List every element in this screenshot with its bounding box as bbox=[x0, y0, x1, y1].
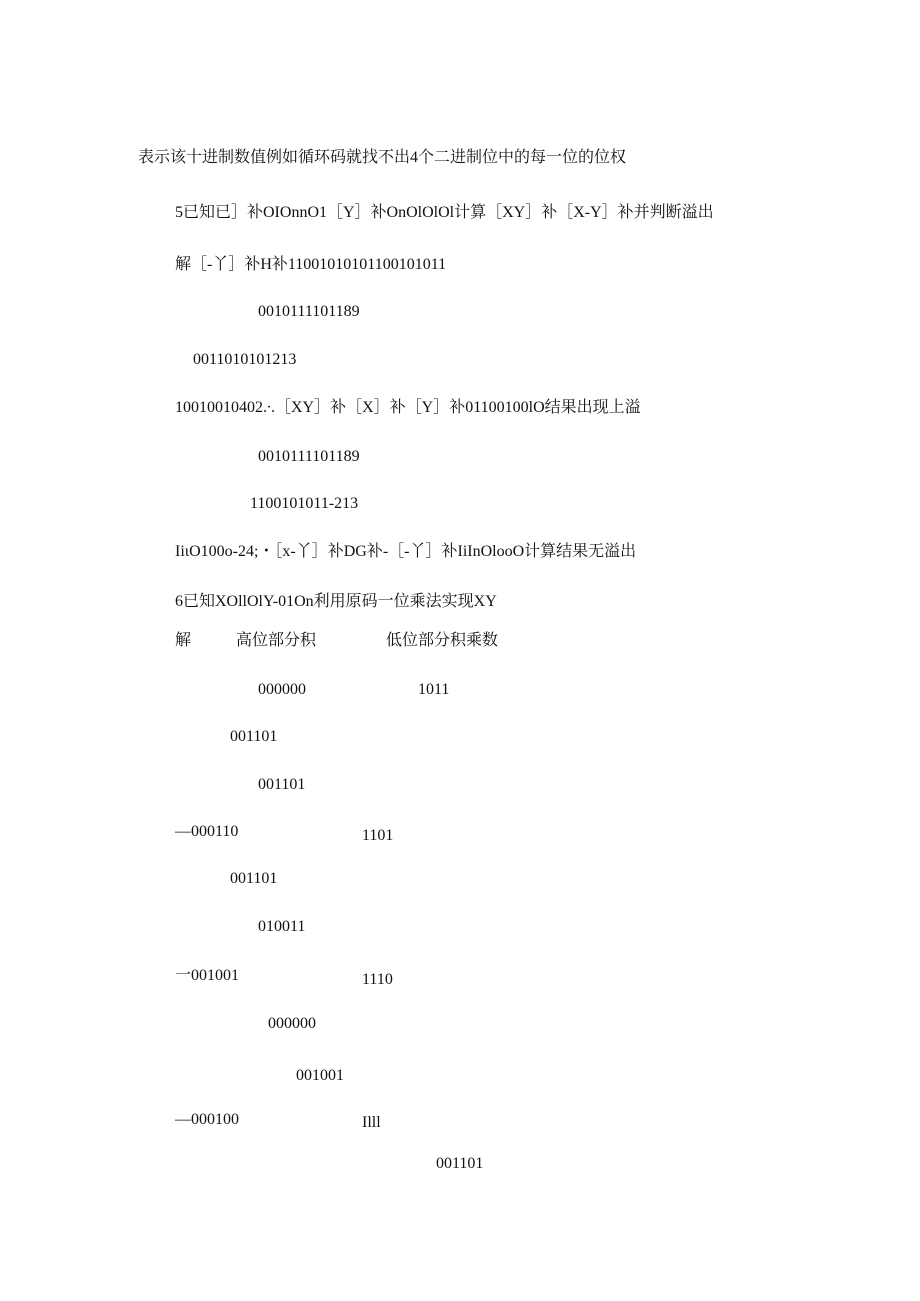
table-cell: 000000 bbox=[258, 681, 306, 698]
table-cell: Illl bbox=[362, 1114, 381, 1131]
problem-6-statement: 6已知XOllOlY-01On利用原码一位乘法实现XY bbox=[175, 593, 497, 610]
table-cell: 001101 bbox=[230, 870, 278, 887]
problem-5-statement: 5已知已］补OIOnnO1［Y］补OnOlOlOl计算［XY］补［X-Y］补并判断溢出 bbox=[175, 204, 714, 221]
table-header-low: 低位部分积乘数 bbox=[386, 632, 499, 649]
table-cell: 1011 bbox=[418, 681, 450, 698]
intro-line: 表示该十进制数值例如循环码就找不出4个二进制位中的每一位的位权 bbox=[138, 149, 627, 166]
calc-line: 1100101011-213 bbox=[250, 495, 359, 512]
table-header-label: 解 bbox=[175, 632, 192, 649]
table-cell: 一001001 bbox=[175, 967, 240, 984]
table-cell: 010011 bbox=[258, 918, 306, 935]
table-cell: —000100 bbox=[175, 1111, 239, 1128]
result-overflow-line: 10010010402.∙.［XY］补［X］补［Y］补01100100lO结果出现上溢 bbox=[175, 399, 641, 416]
calc-line: 0010111101189 bbox=[258, 448, 360, 465]
table-cell: 001101 bbox=[230, 728, 278, 745]
solution-line: 解［-丫］补H补11001010101100101011 bbox=[175, 256, 447, 273]
table-cell: 1110 bbox=[362, 971, 393, 988]
table-cell: 001101 bbox=[436, 1155, 484, 1172]
table-cell: 000000 bbox=[268, 1015, 316, 1032]
table-cell: 001001 bbox=[296, 1067, 344, 1084]
table-cell: 001101 bbox=[258, 776, 306, 793]
table-cell: —000110 bbox=[175, 823, 239, 840]
table-header-high: 高位部分积 bbox=[236, 632, 317, 649]
calc-line: 0010111101189 bbox=[258, 303, 360, 320]
calc-line: 0011010101213 bbox=[193, 351, 297, 368]
result-no-overflow-line: IiιO100o-24;・［x-丫］补DG补-［-丫］补IiInOlooO计算结果无溢出 bbox=[175, 543, 637, 560]
table-cell: 1101 bbox=[362, 827, 394, 844]
